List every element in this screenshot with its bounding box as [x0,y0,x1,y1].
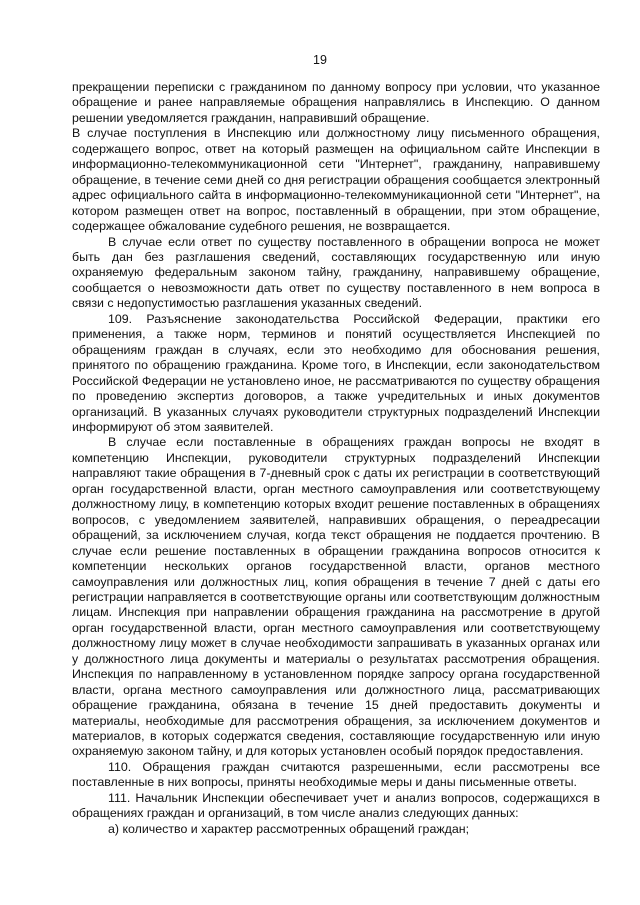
paragraph-111: 111. Начальник Инспекции обеспечивает учет и анализ вопросов, содержащихся в обращениях граждан и организаций, в том числе анализ следующих данных: [72,790,600,821]
paragraph-state-secret: В случае если ответ по существу поставленного в обращении вопроса не может быть дан без разглашения сведений, составляющих государственную или иную охраняемую федеральным законом тайну, гражданину, направившему обращение, сообщается о невозможности дать ответ по существу поставленного в нем вопроса в связи с недопустимостью разглашения указанных сведений. [72,234,600,311]
list-item-a: а) количество и характер рассмотренных обращений граждан; [108,821,470,836]
document-body [72,80,600,837]
paragraph-109: 109. Разъяснение законодательства Российской Федерации, практики его применения, а также норм, терминов и понятий осуществляется Инспекцией по обращениям граждан в случаях, если это необходимо для обоснования решения, принятого по обращению гражданина. Кроме того, в Инспекции, если законодательством Российской Федерации не установлено иное, не рассматриваются по существу обращения по проведению экспертиз договоров, а также учредительных и иных документов организаций. В указанных случаях руководители структурных подразделений Инспекции информируют об этом заявителей. [72,311,600,434]
paragraph-redirection: В случае если поставленные в обращениях граждан вопросы не входят в компетенцию Инспекции, руководители структурных подразделений Инспекции направляют такие обращения в 7-дневный срок с даты их регистрации в соответствующий орган государственной власти, орган местного самоуправления или соответствующему должностному лицу, в компетенцию которых входит решение поставленных в обращениях вопросов, с уведомлением заявителей, направивших обращения, о переадресации обращений, за исключением случая, когда текст обращения не поддается прочтению. В случае если решение поставленных в обращении гражданина вопросов относится к компетенции нескольких органов государственной власти, органов местного самоуправления или должностных лиц, копия обращения в течение 7 дней с даты его регистрации направляется в соответствующие органы или соответствующим должностным лицам. Инспекция при направлении обращения гражданина на рассмотрение в другой орган государственной власти, орган местного самоуправления или соответствующему должностному лицу может в случае необходимости запрашивать в указанных органах или у должностного лица документы и материалы о результатах рассмотрения обращения. Инспекция по направленному в установленном порядке запросу органа государственной власти, органа местного самоуправления или должностного лица, рассматривающих обращение гражданина, обязана в течение 15 дней предоставить документы и материалы, необходимые для рассмотрения обращения, за исключением документов и материалов, в которых содержатся сведения, составляющие государственную или иную охраняемую законом тайну, и для которых установлен особый порядок предоставления. [72,435,600,759]
paragraph-internet-answer: В случае поступления в Инспекцию или должностному лицу письменного обращения, содержащего вопрос, ответ на который размещен на официальном сайте Инспекции в информационно-телекоммуникационной сети "Интернет", гражданину, направившему обращение, в течение семи дней со дня регистрации обращения сообщается электронный адрес официального сайта в информационно-телекоммуникационной сети "Интернет", на котором размещен ответ на вопрос, поставленный в обращении, при этом обращение, содержащее обжалование судебного решения, не возвращается. [72,126,600,234]
paragraph-continuation: прекращении переписки с гражданином по данному вопросу при условии, что указанное обращение и ранее направляемые обращения направлялись в Инспекцию. О данном решении уведомляется гражданин, направивший обращение. [72,80,600,125]
paragraph-110: 110. Обращения граждан считаются разрешенными, если рассмотрены все поставленные в них вопросы, приняты необходимые меры и даны письменные ответы. [72,759,600,790]
page-number: 19 [313,53,327,67]
